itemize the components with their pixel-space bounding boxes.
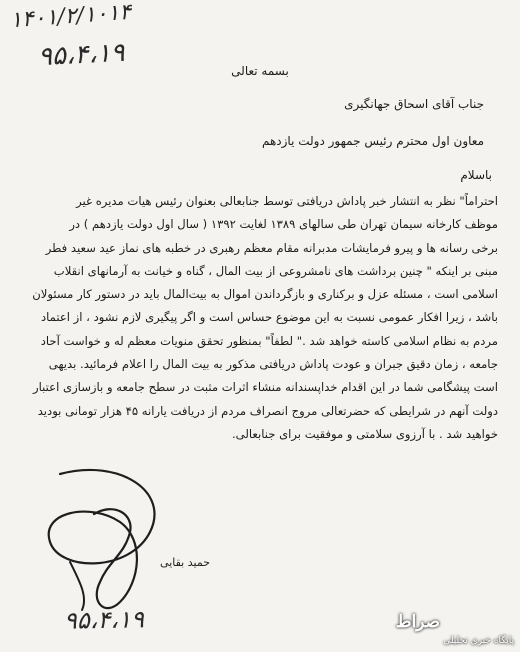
- addressee-name: جناب آقای اسحاق جهانگیری: [344, 97, 484, 111]
- watermark-logo: صراط: [395, 612, 440, 632]
- handwritten-registration-number: ۱۴۰۱/۲/۱۰۱۴: [9, 0, 132, 34]
- addressee-title: معاون اول محترم رئیس جمهور دولت یازدهم: [261, 134, 484, 148]
- handwritten-signature: [30, 462, 180, 612]
- basmala-heading: بسمه تعالی: [231, 64, 289, 78]
- body-line: خواهید شد . با آرزوی سلامتی و موفقیت برای جنابعالی.: [231, 426, 498, 441]
- letter-body: [22, 190, 498, 446]
- body-line: احتراماً" نظر به انتشار خبر پاداش دریافتی توسط جنابعالی بعنوان رئیس هیات مدیره غیر: [76, 194, 498, 208]
- body-line: مبنی بر اینکه " چنین برداشت های نامشروعی از بیت المال ، گناه و خیانت به آرمانهای انقلاب: [53, 263, 498, 278]
- body-line: است پیشگامی شما در این اقدام خداپسندانه منشاء اثرات مثبت در سطح جامعه و بازسازی اعتبار: [33, 380, 498, 395]
- handwritten-date-bottom: ۹۵،۴،۱۹: [63, 605, 145, 635]
- greeting: باسلام: [460, 168, 492, 182]
- body-line: جامعه ، زمان دقیق جبران و عودت پاداش دریافتی مذکور به بیت المال را اعلام فرمائید. بدیهی: [48, 357, 498, 372]
- body-line: موظف کارخانه سیمان تهران طی سالهای ۱۳۸۹ لغایت ۱۳۹۲ ( سال اول دولت یازدهم ) در: [69, 217, 498, 232]
- body-line: برخی رسانه ها و پیرو فرمایشات مدبرانه مقام معظم رهبری در خطبه های نماز عید سعید فطر: [45, 240, 498, 255]
- watermark-text: پایگاه خبری تحلیلی: [443, 636, 514, 646]
- body-line: مردم به نظام اسلامی کاسته خواهد شد ." لطفاً" بمنظور تحقق منویات معظم له و خواست آحاد: [40, 333, 498, 348]
- body-line: اسلامی است ، مسئله عزل و برکناری و بازگرداندن اموال به بیت‌المال باید در دستور کار مسئولان: [32, 287, 498, 302]
- news-agency-watermark: [384, 612, 514, 648]
- signer-name: حمید بقایی: [160, 556, 210, 569]
- body-line: دولت آنهم در شرایطی که حضرتعالی مروج انصراف مردم از دریافت یارانه ۴۵ هزار تومانی بودید: [37, 403, 498, 418]
- body-line: باشد ، زیرا افکار عمومی نسبت به این موضوع حساس است و اگر پیگیری لازم نشود ، از اعتماد: [40, 310, 498, 325]
- handwritten-date: ۹۵،۴،۱۹: [37, 37, 126, 73]
